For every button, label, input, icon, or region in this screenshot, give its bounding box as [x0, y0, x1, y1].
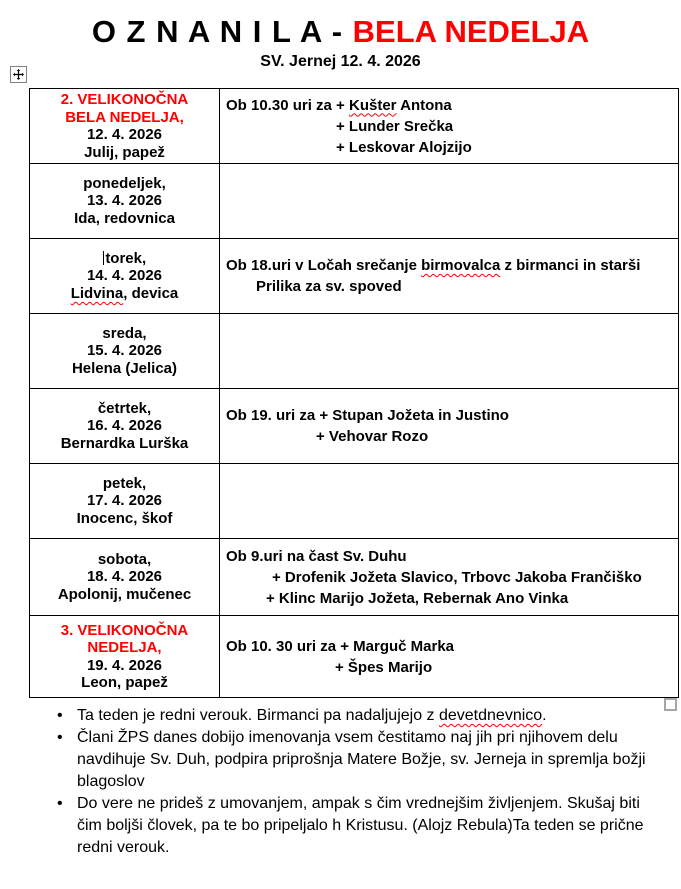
text-segment: . [542, 707, 547, 724]
bullet-icon: • [57, 729, 63, 746]
text-segment: + Vehovar Rozo [316, 428, 429, 445]
mass-cell[interactable] [220, 314, 679, 389]
announcement-text [77, 705, 660, 727]
text-segment: BELA NEDELJA, [65, 108, 184, 126]
move-icon [13, 69, 24, 80]
text-segment: + Leskovar Alojzijo [336, 138, 472, 156]
mass-line [226, 95, 674, 116]
day-line [32, 210, 217, 228]
day-line [32, 639, 217, 657]
day-cell[interactable] [30, 89, 220, 164]
day-line [32, 417, 217, 435]
table-row [30, 616, 679, 698]
day-line [32, 551, 217, 569]
day-line [32, 657, 217, 675]
text-segment: četrtek, [97, 399, 152, 417]
page-title-red: BELA NEDELJA [352, 14, 590, 49]
text-segment: , devica [123, 284, 179, 302]
mass-cell[interactable] [220, 616, 679, 698]
text-segment: Bernardka Lurška [60, 434, 189, 452]
text-segment: Ida, redovnica [74, 209, 175, 227]
page-subtitle: SV. Jernej 12. 4. 2026 [260, 53, 421, 70]
text-segment: 14. 4. 2026 [86, 267, 163, 285]
day-line [32, 568, 217, 586]
table-row [30, 464, 679, 539]
schedule-table-body [30, 89, 679, 698]
text-segment: Julij, papež [84, 143, 165, 161]
mass-cell[interactable] [220, 239, 679, 314]
day-cell[interactable] [30, 464, 220, 539]
day-cell[interactable] [30, 616, 220, 698]
mass-cell[interactable] [220, 539, 679, 616]
mass-line [226, 137, 674, 158]
text-segment: Člani ŽPS danes dobijo imenovanja vsem čestitamo naj jih pri njihovem delu navdihuje Sv. Duh, podpira priprošnja Matere Božje, sv. Jerneja in spremlja božji blagoslov [77, 729, 646, 790]
day-line [32, 126, 217, 144]
mass-line [226, 255, 674, 276]
day-line [32, 342, 217, 360]
mass-cell[interactable] [220, 89, 679, 164]
day-line [32, 492, 217, 510]
day-line [32, 586, 217, 604]
text-segment: Do vere ne prideš z umovanjem, ampak s čim vrednejšim življenjem. Skušaj biti čim boljši človek, pa te bo pripeljalo h Kristusu. (Alojz Rebula)Ta teden se prične redni verouk. [77, 795, 644, 856]
day-line [32, 192, 217, 210]
text-segment: NEDELJA, [87, 639, 162, 656]
announcement-text [77, 793, 660, 859]
table-move-handle[interactable] [10, 66, 27, 83]
day-line [32, 400, 217, 418]
mass-line [226, 405, 674, 426]
day-line [32, 285, 217, 303]
text-segment: Antona [396, 96, 452, 114]
day-line [32, 250, 217, 268]
text-segment: z birmanci in starši [500, 257, 641, 274]
day-line [32, 144, 217, 162]
text-segment: Leon, papež [81, 674, 168, 691]
misspelled-word: Kušter [348, 96, 397, 114]
announcement-item[interactable] [30, 705, 660, 727]
bullet-icon: • [57, 795, 63, 812]
text-segment: 3. VELIKONOČNA [60, 621, 189, 639]
day-line [32, 674, 217, 692]
mass-cell[interactable] [220, 464, 679, 539]
text-segment: + Špes Marijo [335, 658, 433, 676]
day-cell[interactable] [30, 389, 220, 464]
text-segment: Prilika za sv. spoved [256, 278, 402, 295]
mass-line [226, 567, 674, 588]
mass-line [226, 426, 674, 447]
mass-line [226, 276, 674, 297]
misspelled-word: devetdnevnico [438, 707, 543, 724]
text-segment: + Drofenik Jožeta Slavico, Trbovc Jakoba Frančiško [272, 568, 642, 586]
text-segment: 19. 4. 2026 [86, 656, 163, 674]
text-segment: torek, [105, 249, 147, 267]
announcement-item[interactable] [30, 727, 660, 793]
text-segment: 16. 4. 2026 [86, 417, 163, 435]
day-line [32, 360, 217, 378]
table-row [30, 239, 679, 314]
mass-line [226, 116, 674, 137]
day-cell[interactable] [30, 314, 220, 389]
mass-cell[interactable] [220, 389, 679, 464]
day-line [32, 91, 217, 109]
day-line [32, 325, 217, 343]
text-segment: Ob 10.30 uri za + [226, 96, 349, 114]
text-segment: sreda, [102, 324, 147, 342]
text-segment: 17. 4. 2026 [86, 492, 163, 510]
text-segment: Ob 19. uri za + Stupan Jožeta in Justino [226, 407, 509, 424]
table-row [30, 389, 679, 464]
bullet-icon: • [57, 707, 63, 724]
day-line [32, 475, 217, 493]
text-segment: 18. 4. 2026 [86, 568, 163, 586]
day-line [32, 435, 217, 453]
text-segment: Ob 10. 30 uri za + Marguč Marka [226, 637, 455, 655]
mass-line [226, 546, 674, 567]
page-title [0, 14, 681, 50]
text-segment: Helena (Jelica) [71, 359, 178, 377]
table-resize-handle[interactable] [664, 698, 677, 711]
day-cell[interactable] [30, 164, 220, 239]
day-line [32, 109, 217, 127]
day-line [32, 510, 217, 528]
day-line [32, 622, 217, 640]
misspelled-word: Lidvina [70, 284, 124, 302]
day-cell[interactable] [30, 539, 220, 616]
text-segment: 2. VELIKONOČNA [60, 91, 189, 108]
day-line [32, 267, 217, 285]
mass-line [226, 636, 674, 657]
table-row [30, 314, 679, 389]
table-row [30, 89, 679, 164]
text-segment: sobota, [97, 550, 152, 568]
text-segment: ponedeljek, [83, 174, 166, 192]
page-title-black: O Z N A N I L A - [91, 14, 353, 49]
schedule-table [29, 88, 679, 698]
text-segment: Ta teden je redni verouk. Birmanci pa nadaljujejo z [77, 707, 439, 724]
day-line [32, 175, 217, 193]
text-segment: 15. 4. 2026 [86, 342, 163, 360]
misspelled-word: birmovalca [421, 257, 501, 274]
mass-line [226, 657, 674, 678]
announcements-list [30, 705, 660, 859]
table-row [30, 539, 679, 616]
table-row [30, 164, 679, 239]
text-segment: + Klinc Marijo Jožeta, Rebernak Ano Vinka [266, 589, 569, 607]
text-segment: Apolonij, mučenec [57, 585, 192, 603]
mass-cell[interactable] [220, 164, 679, 239]
text-segment: + Lunder Srečka [336, 117, 454, 135]
text-segment: Ob 18.uri v Ločah srečanje [226, 257, 422, 274]
text-segment: 13. 4. 2026 [86, 192, 163, 210]
announcement-text [77, 727, 660, 793]
announcement-item[interactable] [30, 793, 660, 859]
text-segment: petek, [102, 474, 147, 492]
text-segment: Inocenc, škof [76, 509, 173, 527]
text-segment: Ob 9.uri na čast Sv. Duhu [226, 547, 407, 565]
day-cell[interactable] [30, 239, 220, 314]
mass-line [226, 588, 674, 609]
text-segment: 12. 4. 2026 [86, 126, 163, 143]
